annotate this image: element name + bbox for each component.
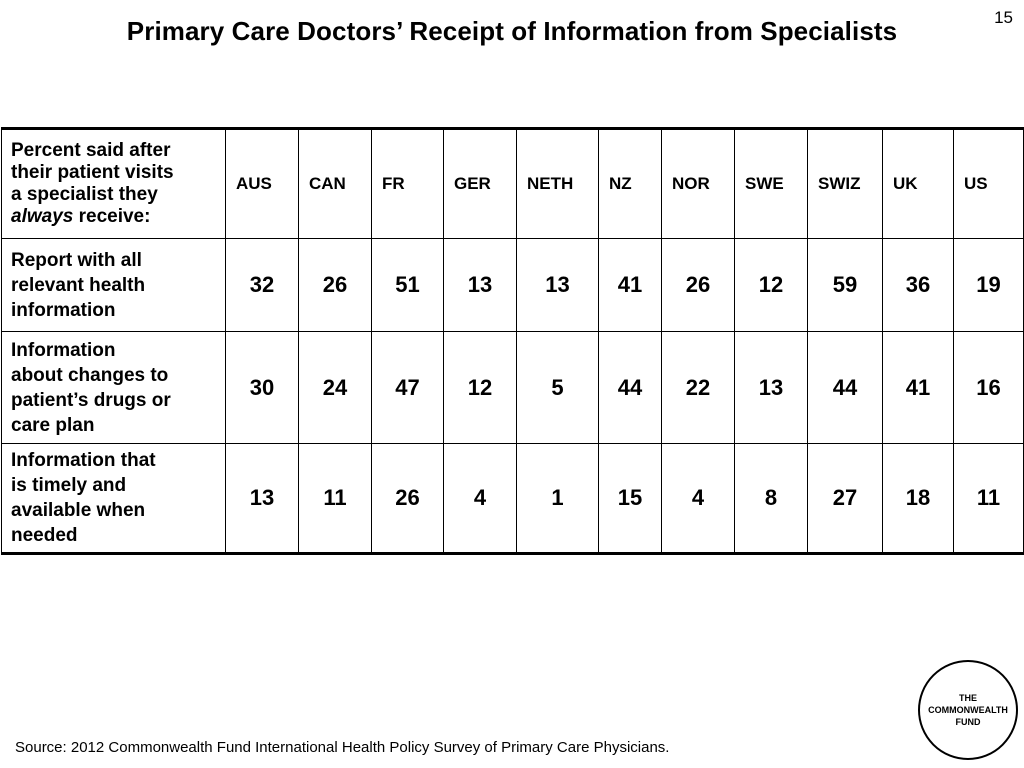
cell-value: 15 <box>599 443 662 553</box>
cell-value: 26 <box>372 443 444 553</box>
cell-value: 41 <box>599 239 662 332</box>
column-header-nz: NZ <box>599 129 662 239</box>
cell-value: 26 <box>299 239 372 332</box>
row-label-line: about changes to <box>11 364 169 386</box>
data-table <box>1 127 1024 555</box>
cell-value: 41 <box>883 332 954 443</box>
cell-value: 26 <box>662 239 735 332</box>
corner-emphasis: always <box>11 206 74 228</box>
cell-value: 12 <box>444 332 517 443</box>
table-row <box>2 239 1024 332</box>
row-label-line: available when <box>11 499 146 521</box>
slide-title: Primary Care Doctors’ Receipt of Information from Specialists <box>126 16 898 46</box>
commonwealth-fund-logo <box>918 660 1018 760</box>
cell-value: 5 <box>517 332 599 443</box>
column-header-fr: FR <box>372 129 444 239</box>
table-row <box>2 443 1024 553</box>
cell-value: 51 <box>372 239 444 332</box>
row-label <box>2 332 226 443</box>
row-label-line: Information that <box>11 449 156 471</box>
column-header-neth: NETH <box>517 129 599 239</box>
cell-value: 12 <box>735 239 808 332</box>
row-label-line: is timely and <box>11 474 127 496</box>
cell-value: 32 <box>226 239 299 332</box>
cell-value: 47 <box>372 332 444 443</box>
column-header-can: CAN <box>299 129 372 239</box>
corner-header <box>2 129 226 239</box>
logo-line-2: COMMONWEALTH <box>928 705 1008 715</box>
cell-value: 13 <box>226 443 299 553</box>
logo-line-1: THE <box>959 693 977 703</box>
row-label-line: Information <box>11 339 116 361</box>
table-row <box>2 332 1024 443</box>
column-header-nor: NOR <box>662 129 735 239</box>
cell-value: 27 <box>808 443 883 553</box>
cell-value: 22 <box>662 332 735 443</box>
cell-value: 44 <box>808 332 883 443</box>
row-label-line: information <box>11 299 116 321</box>
cell-value: 30 <box>226 332 299 443</box>
cell-value: 13 <box>735 332 808 443</box>
row-label-line: Report with all <box>11 249 142 271</box>
column-header-us: US <box>954 129 1024 239</box>
slide-number: 15 <box>994 8 1013 27</box>
row-label <box>2 443 226 553</box>
cell-value: 13 <box>444 239 517 332</box>
column-header-uk: UK <box>883 129 954 239</box>
column-header-aus: AUS <box>226 129 299 239</box>
row-label-line: patient’s drugs or <box>11 389 171 411</box>
corner-line-2: their patient visits <box>11 162 174 184</box>
logo-line-3: FUND <box>955 717 981 727</box>
column-header-swiz: SWIZ <box>808 129 883 239</box>
cell-value: 4 <box>444 443 517 553</box>
cell-value: 4 <box>662 443 735 553</box>
row-label-line: needed <box>11 524 78 546</box>
cell-value: 24 <box>299 332 372 443</box>
row-label-line: care plan <box>11 414 95 436</box>
cell-value: 18 <box>883 443 954 553</box>
corner-tail: receive: <box>73 206 151 228</box>
cell-value: 19 <box>954 239 1024 332</box>
source-note: Source: 2012 Commonwealth Fund International Health Policy Survey of Primary Care Physicians. <box>15 739 670 756</box>
row-label-line: relevant health <box>11 274 146 296</box>
table-header-row <box>2 129 1024 239</box>
corner-line-3: a specialist they <box>11 184 158 206</box>
cell-value: 59 <box>808 239 883 332</box>
row-label <box>2 239 226 332</box>
cell-value: 36 <box>883 239 954 332</box>
cell-value: 8 <box>735 443 808 553</box>
cell-value: 13 <box>517 239 599 332</box>
cell-value: 1 <box>517 443 599 553</box>
cell-value: 11 <box>299 443 372 553</box>
column-header-swe: SWE <box>735 129 808 239</box>
cell-value: 44 <box>599 332 662 443</box>
cell-value: 11 <box>954 443 1024 553</box>
corner-line-1: Percent said after <box>11 140 171 162</box>
cell-value: 16 <box>954 332 1024 443</box>
column-header-ger: GER <box>444 129 517 239</box>
